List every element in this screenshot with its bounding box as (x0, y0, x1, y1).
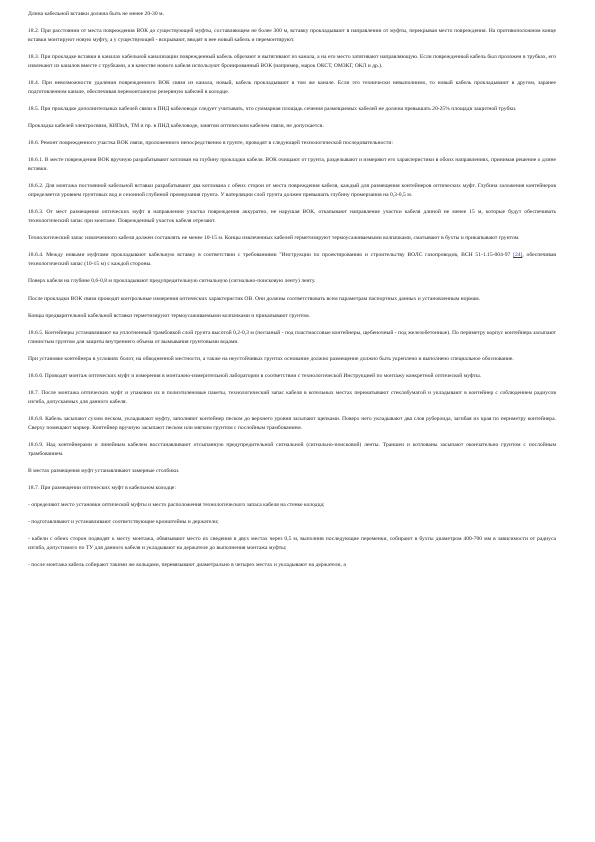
paragraph: 18.6. Ремонт поврежденного участка ВОК связи, проложенного непосредственно в грунте, проводят в следующей технологической последовательности: (28, 140, 393, 147)
paragraph: Поверх кабеля на глубине 0,6-0,8 м прокладывают предупредительную сигнальную (сигнально-поисковую ленту) ленту. (28, 278, 316, 285)
paragraph: 18.5. При прокладке дополнительных кабелей связи в ПНД кабеловоде следует учитывать, что суммарная площадь сечения размещаемых кабелей не должна превышать 20-25% площади защитной трубки. (28, 106, 517, 113)
paragraph: 18.7. При размещении оптических муфт в кабельном колодце: (28, 485, 176, 492)
paragraph: 18.4. При невозможности удаления поврежденного ВОК связи из канала, новый, кабель прокладывают в том же канале. Если это технически невыполнимо, то новый кабель прокладывают в другом, заранее подготовленном канале, обеспечивая перемонтажную резервную кабелей в колодце. (28, 80, 556, 95)
paragraph: Концы предварительной кабельной вставки герметизируют термоусаживаемыми колпачками и прикапывают грунтом. (28, 312, 311, 319)
paragraph: 18.6.3. От мест размещения оптических муфт в направлении участка повреждения аккуратно, не нарушая ВОК, откапывают направление участки кабеля длиной не менее 15 м, которые будут обеспечивать технологический запас при монтаже. Поврежденный участок кабеля отрезают. (28, 209, 556, 225)
paragraph: Технологический запас извлеченного кабеля должен составлять не менее 10-15 м. Концы извлеченных кабелей герметизируют термоусаживаемыми колпачками, сматывают в бухты и прикапывают грунтом. (28, 235, 520, 242)
paragraph: После прокладки ВОК связи проводят контрольные измерения оптических характеристик ОВ. Они должны соответствовать всем параметрам паспортных данных и установленным нормам. (28, 295, 481, 302)
list-item: - определяют место установки оптической муфты и место расположения технологического запаса кабеля на стенке колодца; (28, 502, 325, 509)
paragraph: 18.6.1. В месте повреждения ВОК вручную разрабатывают котлован на глубину прокладки кабеля. ВОК очищают от грунта, разделывают и измеряют его характеристики в обоих направлениях, принимая решение о длине вставки. (28, 157, 556, 173)
paragraph: 18.6.8. Кабель засыпают сухим песком, укладывают муфту, заполняют контейнер песком до верхнего уровня засыпают щепками. Поверх него укладывают два слоя рубероида, загибая их края по периметру контейнера. Сверху помещают маркер. Контейнер вручную засыпают песком или мягким грунтом с послойным трамбованием. (28, 415, 556, 431)
paragraph: 18.7. После монтажа оптических муфт и упаковки их в полиэтиленовые пакеты, технологический запас кабеля в котельных местах перематывают стеклобумагой и укладывают в контейнер с соблюдением радиусов изгиба, допускаемых для данного кабеля. (28, 389, 556, 405)
list-item: - подготавливают и устанавливают соответствующие кронштейны и держатели; (28, 519, 219, 526)
paragraph: 18.6.5. Контейнеры устанавливают на уплотненный трамбовкой слой грунта высотой 0,2-0,3 м (песчаный - под пластмассовые контейнеры, щебеночный - под железобетонные). По периметру корпус контейнера засыпают глинистым грунтом для защиты внутреннего объема от вымывания грунтовыми водами. (28, 329, 556, 345)
paragraph: 18.3. При прокладке вставки в каналах кабельной канализации поврежденный кабель обрезают и вытягивают из канала, а на его место затягивают направляющую. Если поврежденный кабель был проложен в трубках, его извлекают из каналов вместе с трубками, а в качестве нового кабеля используют бронированный ВОК (например, марок ОКСТ, ОМЗКГ, ОКЛ и др.). (28, 54, 556, 69)
paragraph: 18.6.2. Для монтажа постоянной кабельной вставки разрабатывают два котлована с обеих сторон от места повреждения кабеля, каждый для размещения контейнеров оптических муфт. Глубина заложения контейнеров определяется уровнем грунтовых вод и сезонной глубиной промерзания грунта. У ватерляции слой грунта должен превышать глубину промерзания на 0,3-0,5 м. (28, 183, 556, 199)
paragraph: Прокладка кабелей электросвязи, КИПиА, ТМ и пр. в ПНД кабеловоде, занятом оптическим кабелем связи, не допускается. (28, 123, 324, 130)
paragraph: В местах размещения муфт устанавливают замерные столбики. (28, 467, 180, 474)
reference-link[interactable]: [24] (513, 252, 523, 259)
paragraph-text: , обеспечивая технологический запас (10-15 м) с каждой стороны. (28, 252, 556, 268)
list-item: - после монтажа кабель собирают такими же кольцами, перевязывают диаметрально в четырех местах и укладывают на держатели, а (28, 562, 346, 569)
paragraph: 18.6.6. Проводят монтаж оптических муфт и измерения в монтажно-измерительной лаборатории в соответствии с технологической Инструкцией по монтажу конкретной оптической муфты. (28, 372, 482, 379)
paragraph-text: 18.6.4. Между новыми муфтами прокладывают кабельную вставку в соответствии с требованиями "Инструкции по проектированию и строительству ВОЛС газопроводов, ВСН 51-1.15-004-97 (28, 252, 514, 259)
paragraph: При установке контейнера в условиях болот, на обводненной местности, а также на неустойчивых грунтах основание должно размещение должно быть укреплено и выполнено специальное обоснование. (28, 355, 514, 362)
paragraph: 18.6.9. Над контейнерами и линейным кабелем восстанавливают отсыпанную предупредительной сигнальной (сигнально-поисковой) ленты. Траншеи и котлованы засыпают окончательно грунтом с послойным трамбованием. (28, 441, 556, 457)
paragraph: Длина кабельной вставки должна быть не менее 20-30 м. (28, 11, 164, 17)
paragraph-with-reference (28, 251, 556, 269)
list-item: - кабели с обеих сторон подводят к месту монтажа, обвязывают место их сведения в двух местах через 0,5 м, выполнив последующие переменки, собирают в бухты диаметром 400-700 мм в зависимости от радиуса изгиба, допустимого по ТУ для данного кабеля и укладывают на держателе до выполнения монтажа муфты; (28, 536, 556, 552)
paragraph: 18.2. При расстоянии от места повреждения ВОК до существующей муфты, составляющем не более 300 м, вставку прокладывают в направлении от муфты, перекрывая место повреждения. На противоположном конце вставки монтируют новую муфту, а у существующей - вскрывают, вводят в нее новый кабель и перемонтируют. (28, 28, 556, 43)
document-page (28, 10, 556, 578)
